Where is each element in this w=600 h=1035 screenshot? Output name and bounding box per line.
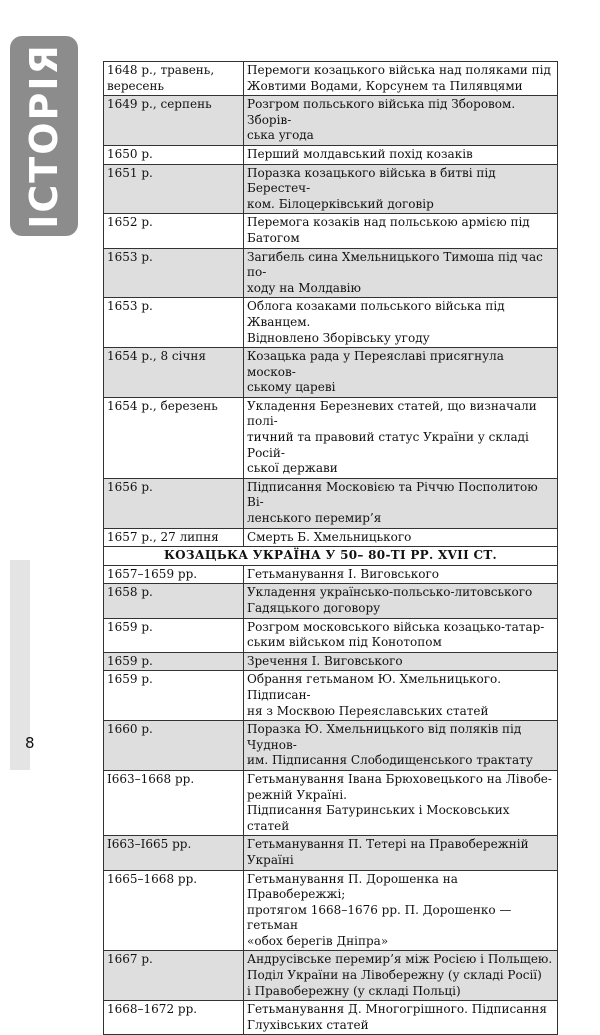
event-line: Гетьманування Івана Брюховецького на Лівобе- xyxy=(247,771,552,786)
event-line: Укладення українсько-польсько-литовського xyxy=(247,585,533,600)
date-cell: 1659 р. xyxy=(104,618,244,652)
event-line: Відновлено Зборівську угоду xyxy=(247,330,430,345)
section-tab-label: ІСТОРІЯ xyxy=(22,43,66,229)
event-line: Поразка козацького війська в битві під Берестеч- xyxy=(247,165,496,196)
event-cell xyxy=(244,671,558,721)
event-cell xyxy=(244,870,558,951)
event-line: Гетьманування Д. Многогрішного. Підписання xyxy=(247,1002,547,1017)
date-cell: 1653 р. xyxy=(104,298,244,348)
section-tab xyxy=(10,36,78,236)
table-row xyxy=(104,584,558,618)
date-cell: 1653 р. xyxy=(104,248,244,298)
event-line: ленського перемир’я xyxy=(247,511,382,526)
event-cell xyxy=(244,565,558,584)
date-cell: І663–1668 рр. xyxy=(104,770,244,835)
page-number: 8 xyxy=(25,734,35,752)
section-header-row xyxy=(104,547,558,566)
event-line: Перший молдавський похід козаків xyxy=(247,146,473,161)
event-line: ської держави xyxy=(247,461,338,476)
event-cell xyxy=(244,164,558,214)
date-cell: І663–І665 рр. xyxy=(104,836,244,870)
event-line: Андрусівське перемир’я між Росією і Польщею. xyxy=(247,952,553,967)
event-line: Укладення Березневих статей, що визначали полі- xyxy=(247,398,537,429)
event-line: тичний та правовий статус України у складі Росій- xyxy=(247,430,529,460)
table-row xyxy=(104,652,558,671)
table-row xyxy=(104,397,558,478)
event-line: Глухівських статей xyxy=(247,1017,369,1032)
event-cell xyxy=(244,1001,558,1035)
event-cell xyxy=(244,145,558,164)
table-row xyxy=(104,870,558,951)
event-line: Підписання Московією та Річчю Посполитою Ві- xyxy=(247,479,538,510)
table-row xyxy=(104,528,558,547)
event-cell xyxy=(244,214,558,248)
date-cell: 1650 р. xyxy=(104,145,244,164)
event-line: Перемога козаків над польською армією під Батогом xyxy=(247,215,530,245)
event-line: Зречення І. Виговського xyxy=(247,653,403,668)
event-cell xyxy=(244,652,558,671)
table-row xyxy=(104,348,558,398)
event-line: Поділ України на Лівобережну (у складі Росії) xyxy=(247,968,542,983)
event-cell xyxy=(244,836,558,870)
table-row xyxy=(104,214,558,248)
event-line: режній Україні. xyxy=(247,787,347,802)
table-row xyxy=(104,1001,558,1035)
event-line: Підписання Батуринських і Московських статей xyxy=(247,803,510,833)
event-cell xyxy=(244,348,558,398)
date-cell: 1652 р. xyxy=(104,214,244,248)
date-cell: 1659 р. xyxy=(104,652,244,671)
table-row xyxy=(104,951,558,1001)
event-line: Гетьманування І. Виговського xyxy=(247,566,439,581)
event-cell xyxy=(244,248,558,298)
event-line: ському цареві xyxy=(247,380,336,395)
table-row xyxy=(104,298,558,348)
event-line: Смерть Б. Хмельницького xyxy=(247,529,412,544)
date-cell: 1667 р. xyxy=(104,951,244,1001)
date-cell: 1659 р. xyxy=(104,671,244,721)
date-cell: 1665–1668 рр. xyxy=(104,870,244,951)
date-cell: 1656 р. xyxy=(104,478,244,528)
date-cell: 1654 р., березень xyxy=(104,397,244,478)
table-row xyxy=(104,62,558,96)
event-line: Гадяцького договору xyxy=(247,601,381,615)
date-cell: 1657–1659 рр. xyxy=(104,565,244,584)
event-line: Розгром московського війська козацько-татар- xyxy=(247,619,545,634)
event-line: ська угода xyxy=(247,128,314,143)
event-cell xyxy=(244,478,558,528)
date-cell: 1651 р. xyxy=(104,164,244,214)
date-cell: 1668–1672 рр. xyxy=(104,1001,244,1035)
chronology-table xyxy=(103,61,558,1035)
event-line: Обрання гетьманом Ю. Хмельницького. Підписан- xyxy=(247,672,502,702)
table-row xyxy=(104,164,558,214)
event-line: ком. Білоцерківський договір xyxy=(247,196,434,211)
event-line: протягом 1668–1676 рр. П. Дорошенко — гетьман xyxy=(247,902,512,933)
event-cell xyxy=(244,618,558,652)
event-line: ходу на Молдавію xyxy=(247,280,361,295)
table-row xyxy=(104,96,558,146)
event-cell xyxy=(244,62,558,96)
chronology-table-body xyxy=(104,62,558,1035)
event-cell xyxy=(244,397,558,478)
date-cell: 1648 р., травень, вересень xyxy=(104,62,244,96)
event-cell xyxy=(244,584,558,618)
event-line: ським військом під Конотопом xyxy=(247,635,442,650)
table-row xyxy=(104,478,558,528)
date-cell: 1657 р., 27 липня xyxy=(104,528,244,547)
event-line: Облога козаками польського війська під Жванцем. xyxy=(247,299,505,329)
event-line: им. Підписання Слободищенського трактату xyxy=(247,753,533,768)
event-line: Гетьманування П. Тетері на Правобережній Україні xyxy=(247,837,529,867)
event-line: Гетьманування П. Дорошенка на Правобережжі; xyxy=(247,871,458,902)
table-row xyxy=(104,248,558,298)
table-row xyxy=(104,618,558,652)
event-line: Козацька рада у Переяславі присягнула москов- xyxy=(247,349,504,379)
table-row xyxy=(104,770,558,835)
event-line: Жовтими Водами, Корсунем та Пилявцями xyxy=(247,78,523,93)
date-cell: 1660 р. xyxy=(104,721,244,771)
table-row xyxy=(104,565,558,584)
table-row xyxy=(104,145,558,164)
event-cell xyxy=(244,770,558,835)
event-line: Поразка Ю. Хмельницького від поляків під Чуднов- xyxy=(247,722,522,752)
table-row xyxy=(104,836,558,870)
table-row xyxy=(104,671,558,721)
event-line: і Правобережну (у складі Польці) xyxy=(247,983,461,998)
event-cell xyxy=(244,96,558,146)
event-line: Перемоги козацького війська над поляками під xyxy=(247,63,551,77)
event-line: Загибель сина Хмельницького Тимоша під час по- xyxy=(247,249,543,280)
event-line: «обох берегів Дніпра» xyxy=(247,933,389,948)
date-cell: 1658 р. xyxy=(104,584,244,618)
event-line: ня з Москвою Переяславських статей xyxy=(247,703,489,718)
table-row xyxy=(104,721,558,771)
section-title: КОЗАЦЬКА УКРАЇНА У 50– 80-ТІ РР. XVII СТ. xyxy=(104,547,558,566)
event-cell xyxy=(244,721,558,771)
event-cell xyxy=(244,298,558,348)
event-cell xyxy=(244,951,558,1001)
event-cell xyxy=(244,528,558,547)
date-cell: 1654 р., 8 січня xyxy=(104,348,244,398)
date-cell: 1649 р., серпень xyxy=(104,96,244,146)
event-line: Розгром польського війська під Зборовом. Зборів- xyxy=(247,97,516,127)
